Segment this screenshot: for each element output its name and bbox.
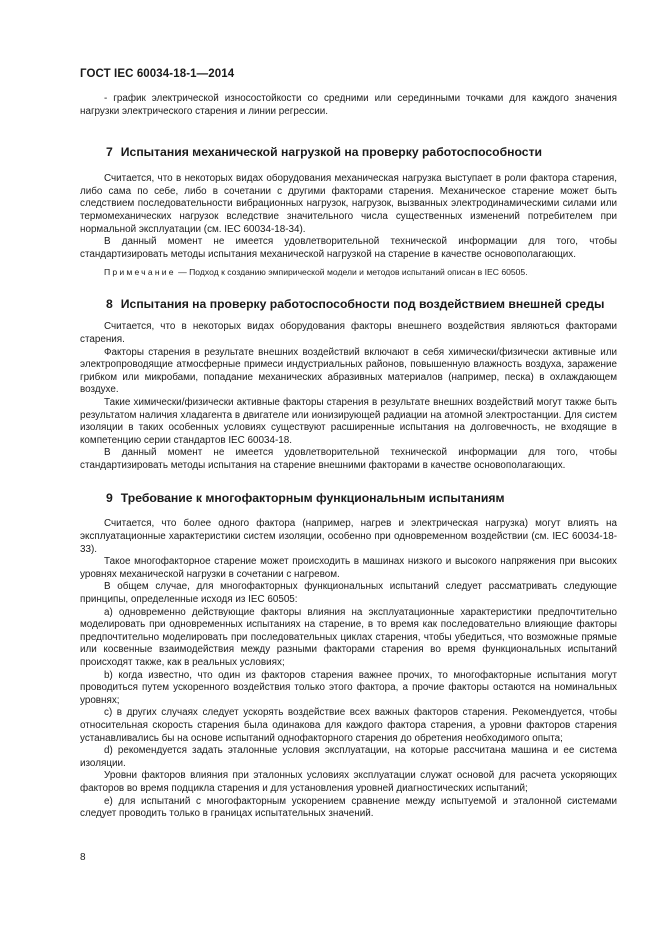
paragraph: Уровни факторов влияния при эталонных условиях эксплуатации служат основой для расчета ускоряющих факторов во время подцикла старения и для установления уровней диагностических испытаний;: [80, 770, 617, 794]
section-title: Требование к многофакторным функциональным испытаниям: [120, 491, 505, 506]
paragraph: Такие химически/физически активные факторы старения в результате внешних воздействий могут также быть результатом наличия хладагента в двигателе или ионизирующей радиации на атомной электростанции. Для систем изоляции в таких особенных условиях существуют расширенные испытания на долговечность, не входящие в компетенцию серии стандартов IEC 60034-18.: [80, 396, 617, 446]
paragraph: Считается, что в некоторых видах оборудования факторы внешнего воздействия являються факторами старения.: [80, 321, 617, 345]
section-number: 9: [106, 491, 113, 506]
running-header: ГОСТ IEC 60034-18-1—2014: [80, 68, 235, 80]
paragraph: Такое многофакторное старение может происходить в машинах низкого и высокого напряжения при высоких уровнях механической нагрузки в сочетании с нагревом.: [80, 556, 617, 580]
section-heading-7: [80, 144, 617, 160]
paragraph: В данный момент не имеется удовлетворительной технической информации для того, чтобы стандартизировать методы испытания на старение внешними факторами в качестве основополагающих.: [80, 447, 617, 471]
section-title: Испытания механической нагрузкой на проверку работоспособности: [120, 145, 543, 160]
section-heading-9: [80, 490, 617, 506]
paragraph: В общем случае, для многофакторных функциональных испытаний следует рассматривать следующие принципы, определенные исходя из IEC 60505:: [80, 581, 617, 606]
list-item-a: a) одновременно действующие факторы влияния на эксплуатационные характеристики предпочтительно моделировать при одновременных испытаниях на старение, в то время как последовательно влияющие факторы предпочтительно моделировать при последовательных циклах старения, чтобы убедиться, что возможные прямые или косвенные взаимодействия между разными факторами старения во время функциональных испытаний происходят также, как в реальных условиях;: [80, 606, 617, 668]
list-item-b: b) когда известно, что один из факторов старения важнее прочих, то многофакторные испытания могут проводиться путем ускоренного воздействия только этого фактора, а прочие факторы остаются на номинальных уровнях;: [80, 669, 617, 706]
paragraph: В данный момент не имеется удовлетворительной технической информации для того, чтобы стандартизировать методы испытания механической нагрузкой на старение в качестве основополагающих.: [80, 236, 617, 260]
page-number: 8: [80, 852, 86, 863]
paragraph: Считается, что более одного фактора (например, нагрев и электрическая нагрузка) могут влиять на эксплуатационные характеристики систем изоляции, особенно при одновременном воздействии (см. IEC 60034-18-33).: [80, 518, 617, 555]
note: [80, 266, 617, 278]
paragraph: - график электрической износостойкости со средними или серединными точками для каждого значения нагрузки электрического старения и линии регрессии.: [80, 93, 617, 117]
section-number: 8: [106, 297, 113, 312]
page-content: [80, 93, 617, 821]
list-item-d: d) рекомендуется задать эталонные условия эксплуатации, на которые рассчитана машина и ее система изоляции.: [80, 745, 617, 769]
list-item-e: e) для испытаний с многофакторным ускорением сравнение между испытуемой и эталонной системами следует проводить только в границах испытательных значений.: [80, 795, 617, 820]
section-heading-8: [80, 296, 617, 312]
section-number: 7: [106, 145, 113, 160]
note-text: — Подход к созданию эмпирической модели и методов испытаний описан в IEC 60505.: [175, 267, 528, 278]
paragraph: Факторы старения в результате внешних воздействий включают в себя химически/физически активные или электропроводящие атмосферные примеси индустриальных районов, повышенную влажность воздуха, заражение грибком или микробами, попадание механических абразивных материалов (например, песка) в охлаждающем воздухе.: [80, 346, 617, 396]
list-item-c: c) в других случаях следует ускорять воздействие всех важных факторов старения. Рекомендуется, чтобы относительная скорость старения была одинакова для каждого фактора старения, а уровни факторов старения устанавливались бы на основе испытаний однофакторного старения до обретения необходимого опыта;: [80, 707, 617, 744]
section-title: Испытания на проверку работоспособности под воздействием внешней среды: [120, 297, 605, 312]
note-label: Примечание: [104, 267, 176, 278]
paragraph: Считается, что в некоторых видах оборудования механическая нагрузка выступает в роли фактора старения, либо сама по себе, либо в сочетании с другими факторами старения. Механическое старение может быть следствием последовательности вибрационных нагрузок, нагрузок, вызванных электродинамическими силами или термомеханических нагрузок вследствие значительного числа существенных изменений потребителем при нормальной эксплуатации (см. IEC 60034-18-34).: [80, 173, 617, 235]
